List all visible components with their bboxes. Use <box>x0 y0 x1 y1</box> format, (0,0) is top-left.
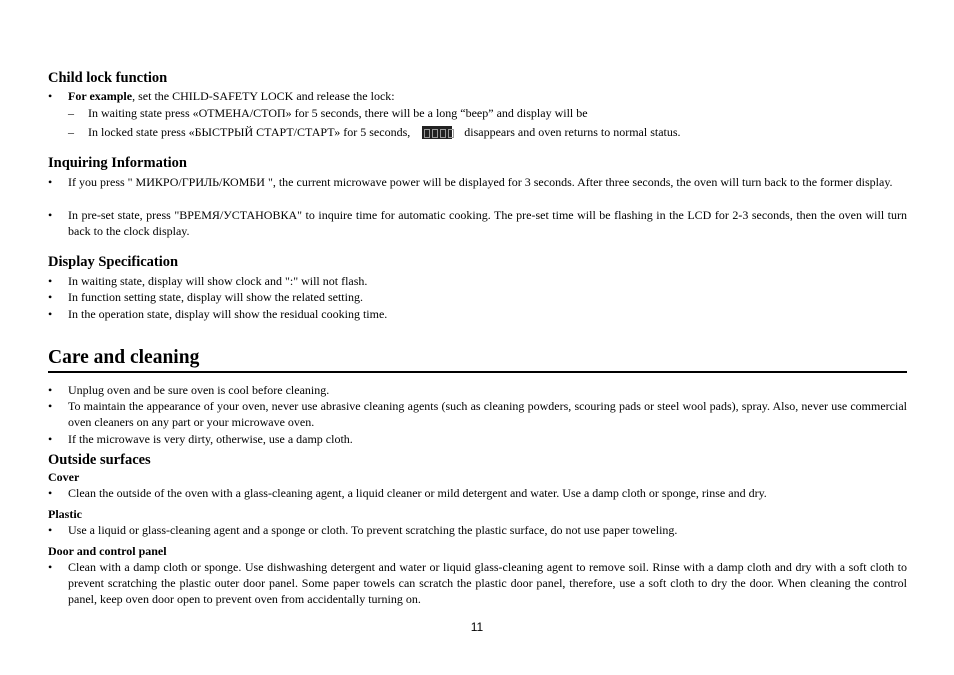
display-spec-item <box>48 273 907 289</box>
child-lock-step-2-text-before: In locked state press «БЫСТРЫЙ СТАРТ/СТАРТ» for 5 seconds, <box>88 125 411 139</box>
inquiring-item <box>48 207 907 239</box>
bullet: • <box>48 89 53 103</box>
care-item <box>48 382 907 398</box>
inquiring-item-text: In pre-set state, press "ВРЕМЯ/УСТАНОВКА" to inquire time for automatic cooking. The pre-set time will be flashing in the LCD for 2-3 seconds, then the oven will turn back to the clock display. <box>68 208 907 238</box>
child-lock-intro-bold: For example <box>68 89 133 103</box>
child-lock-step-1 <box>68 105 588 121</box>
display-spec-heading: Display Specification <box>48 254 179 270</box>
page-number: 11 <box>470 620 484 634</box>
care-title: Care and cleaning <box>48 347 200 368</box>
lcd-lock-display-icon <box>422 126 452 139</box>
door-panel-item-text: Clean with a damp cloth or sponge. Use dishwashing detergent and water or liquid glass-cleaning agent to remove soil. Rinse with a damp cloth and dry with a soft cloth to prevent scratching the plastic outer door panel. Some paper towels can scratch the plastic door panel, therefore, use a soft cloth to dry the door. When cleaning the control panel, keep oven door open to prevent oven from accidentally turning on. <box>68 560 907 606</box>
child-lock-intro-rest: , set the CHILD-SAFETY LOCK and release the lock: <box>132 89 395 103</box>
outside-heading: Outside surfaces <box>48 452 151 468</box>
title-underline <box>48 371 907 373</box>
door-panel-item <box>48 559 907 607</box>
care-item <box>48 398 907 430</box>
child-lock-step-2-text-after: disappears and oven returns to normal status. <box>464 125 681 139</box>
bullet: • <box>48 290 53 304</box>
care-item <box>48 431 907 447</box>
display-spec-item-text: In function setting state, display will show the related setting. <box>68 290 363 304</box>
display-spec-item-text: In waiting state, display will show clock and ":" will not flash. <box>68 274 368 288</box>
bullet: • <box>48 399 53 413</box>
plastic-item <box>48 522 907 538</box>
care-item-text: If the microwave is very dirty, otherwise, use a damp cloth. <box>68 432 353 446</box>
cover-item <box>48 485 907 501</box>
display-spec-item-text: In the operation state, display will show the residual cooking time. <box>68 307 388 321</box>
care-item-text: Unplug oven and be sure oven is cool before cleaning. <box>68 383 330 397</box>
inquiring-item-text: If you press " МИКРО/ГРИЛЬ/КОМБИ ", the current microwave power will be displayed for 3 seconds. After three seconds, the oven will turn back to the former display. <box>68 175 893 189</box>
plastic-heading: Plastic <box>48 507 82 521</box>
bullet: • <box>48 523 53 537</box>
bullet: • <box>48 486 53 500</box>
bullet: • <box>48 560 53 574</box>
bullet: • <box>48 383 53 397</box>
cover-item-text: Clean the outside of the oven with a glass-cleaning agent, a liquid cleaner or mild detergent and water. Use a damp cloth or sponge, rinse and dry. <box>68 486 767 500</box>
bullet: • <box>48 208 53 222</box>
bullet: • <box>48 175 53 189</box>
child-lock-heading: Child lock function <box>48 70 168 86</box>
display-spec-item <box>48 306 907 322</box>
cover-heading: Cover <box>48 470 80 484</box>
child-lock-step-1-text: In waiting state press «ОТМЕНА/СТОП» for 5 seconds, there will be a long “beep” and display will be <box>88 106 588 120</box>
care-item-text: To maintain the appearance of your oven, never use abrasive cleaning agents (such as cleaning powders, scouring pads or steel wool pads), spray. Also, never use commercial oven cleaners on any part or your microwave oven. <box>68 399 907 429</box>
child-lock-step-2 <box>68 124 681 140</box>
dash-mark: – <box>68 125 74 139</box>
plastic-item-text: Use a liquid or glass-cleaning agent and a sponge or cloth. To prevent scratching the plastic surface, do not use paper toweling. <box>68 523 678 537</box>
display-spec-item <box>48 289 907 305</box>
door-panel-heading: Door and control panel <box>48 544 167 558</box>
bullet: • <box>48 274 53 288</box>
child-lock-intro <box>48 88 907 104</box>
bullet: • <box>48 307 53 321</box>
inquiring-heading: Inquiring Information <box>48 155 187 171</box>
inquiring-item <box>48 174 907 190</box>
bullet: • <box>48 432 53 446</box>
dash-mark: – <box>68 106 74 120</box>
